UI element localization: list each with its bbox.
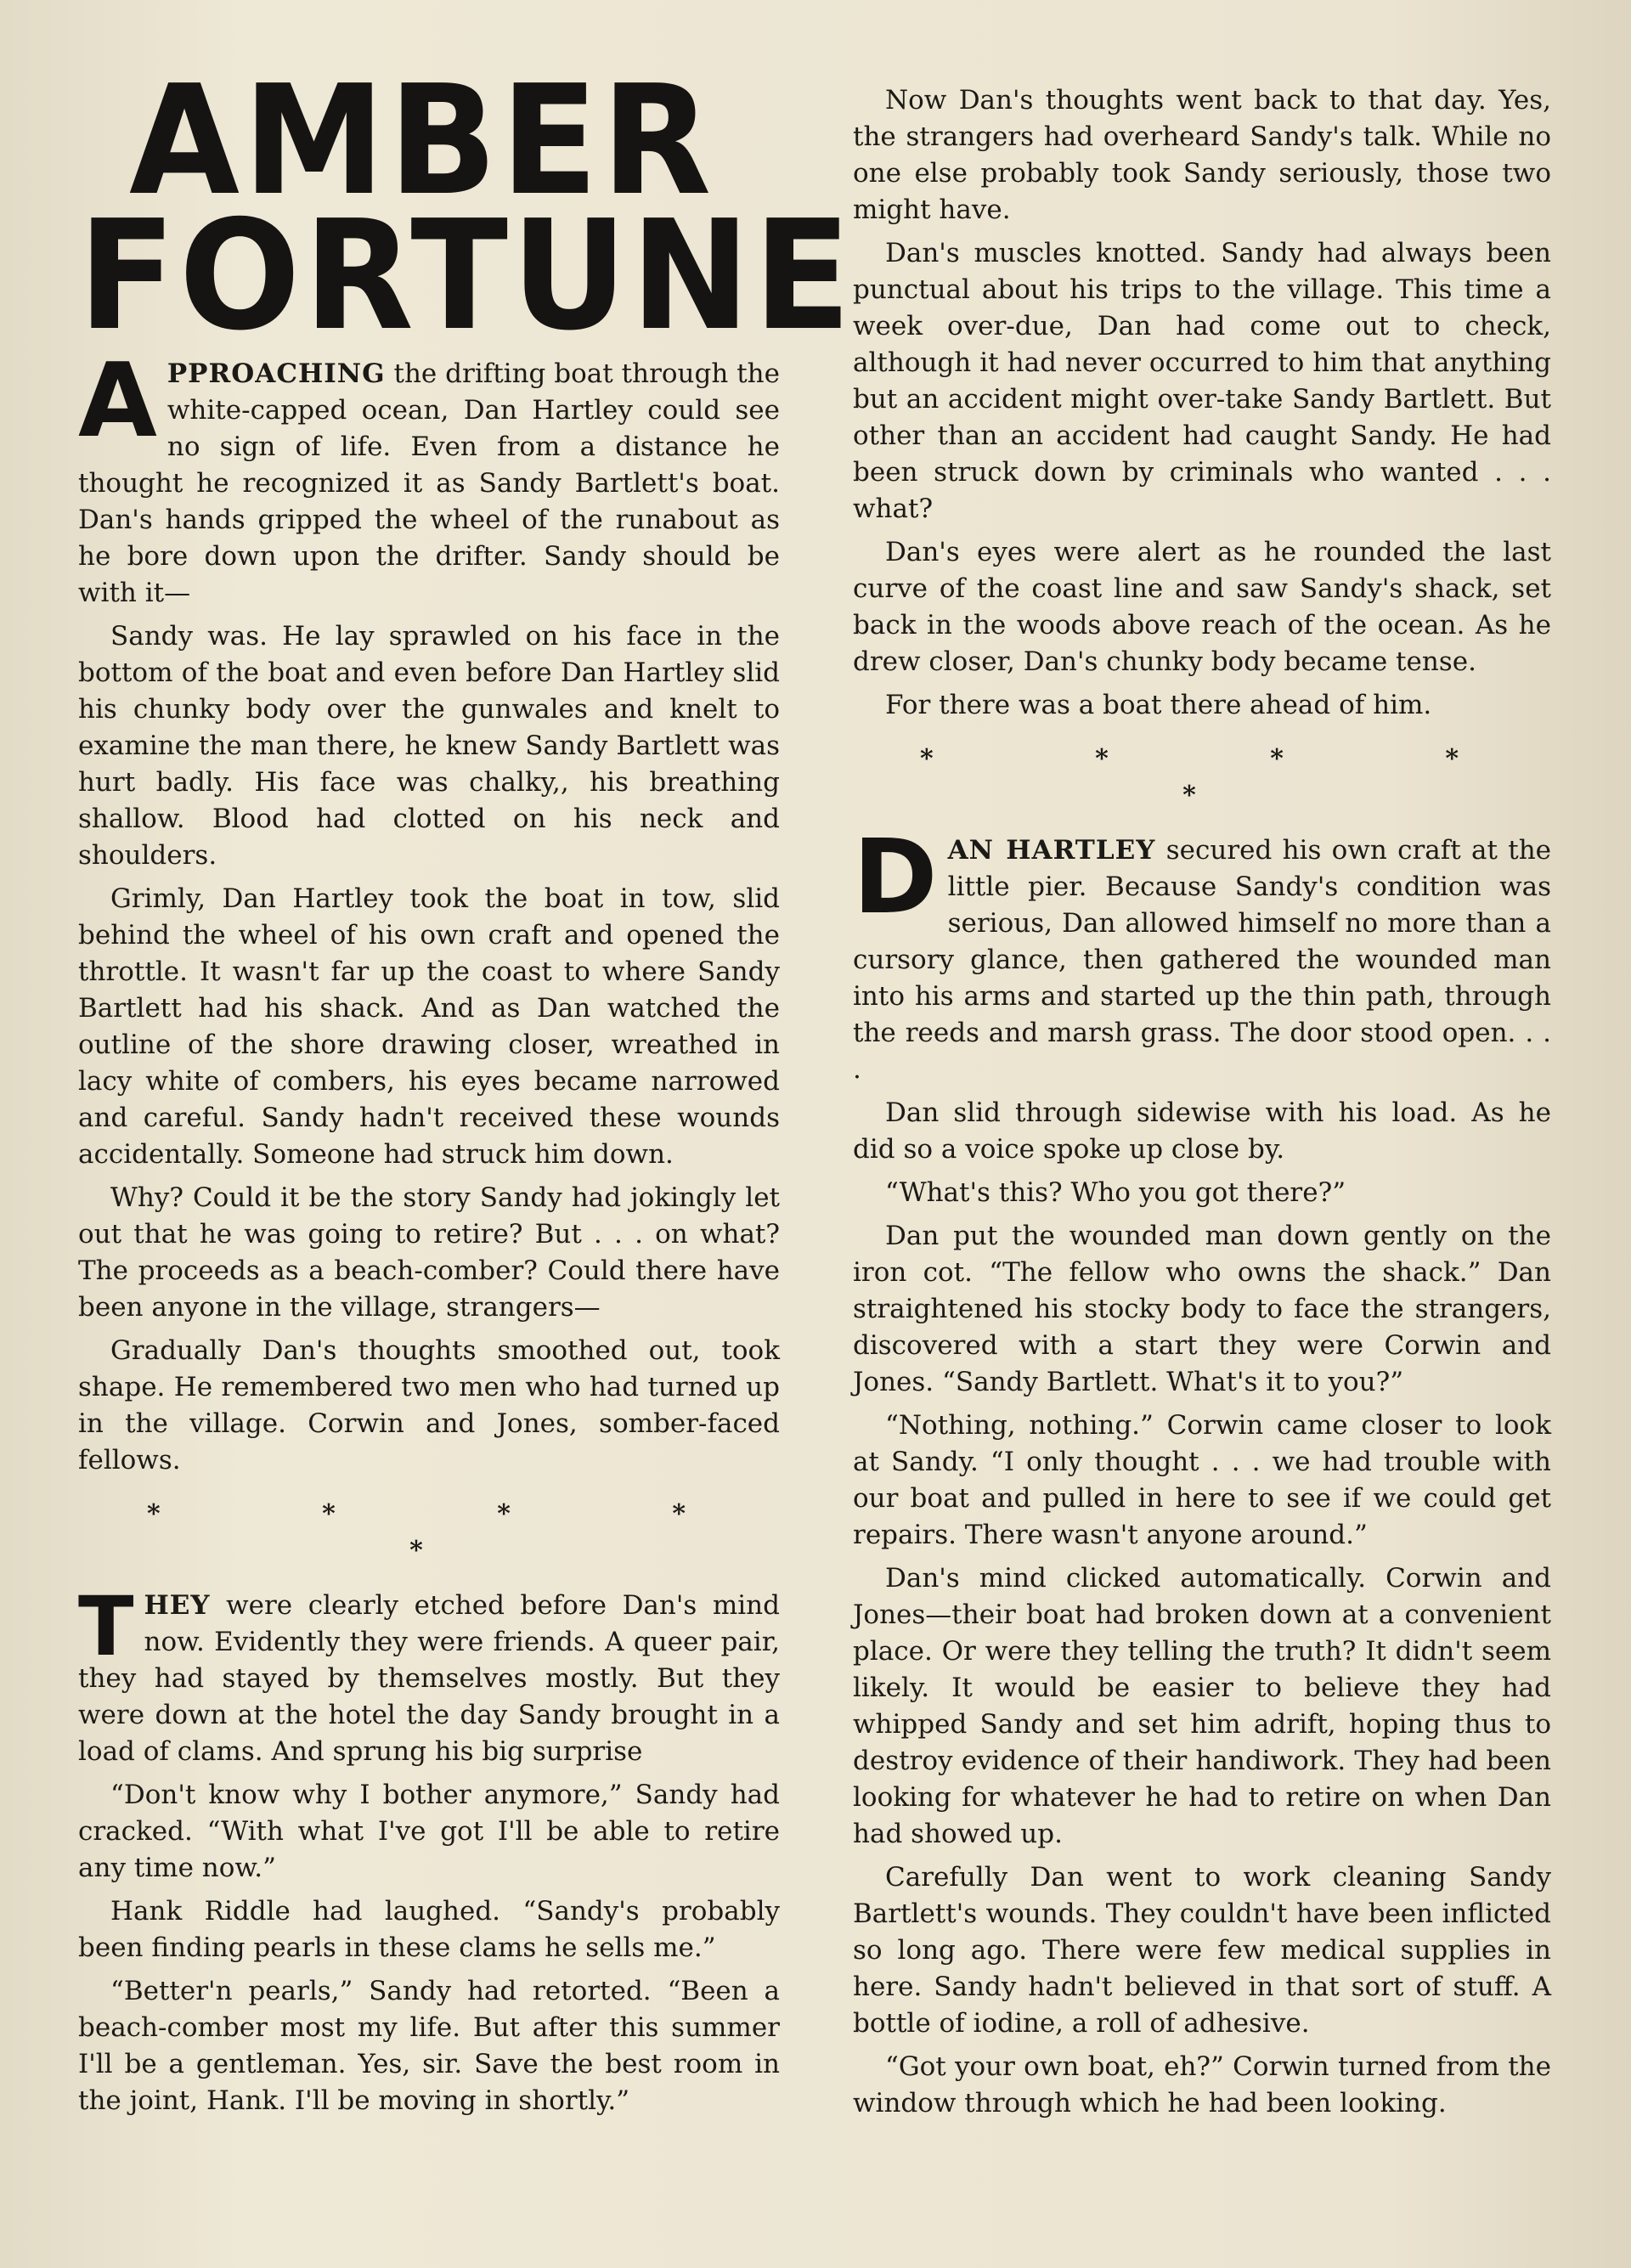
paragraph: Sandy was. He lay sprawled on his face in the bottom of the boat and even before Dan Hartley slid his chunky body over the gunwales and knelt to examine the man there, he knew Sandy Bartlett was hurt badly. His face was chalky,, his breathing shallow. Blood had clotted on his neck and shoulders. <box>78 621 780 871</box>
paragraph <box>78 1579 780 1770</box>
paragraph: Why? Could it be the story Sandy had jokingly let out that he was going to retire? But . . . on what? The proceeds as a beach-comber? Could there have been anyone in the village, strangers— <box>78 1182 780 1323</box>
paragraph: “Nothing, nothing.” Corwin came closer to look at Sandy. “I only thought . . . we had trouble with our boat and pulled in here to see if we could get repairs. There wasn't anyone around.” <box>853 1410 1551 1550</box>
paragraph: Dan's muscles knotted. Sandy had always been punctual about his trips to the village. This time a week over-due, Dan had come out to check, although it had never occurred to him that anything but an accident might over-take Sandy Bartlett. But other than an accident had caught Sandy. He had been struck down by criminals who wanted . . . what? <box>853 238 1551 524</box>
paragraph: “Better'n pearls,” Sandy had retorted. “Been a beach-comber most my life. But after this summer I'll be a gentleman. Yes, sir. Save the best room in the joint, Hank. I'll be moving in shortly.” <box>78 1976 780 2116</box>
story-title <box>78 52 855 364</box>
section-separator: * * * * * <box>919 744 1536 810</box>
paragraph: “Got your own boat, eh?” Corwin turned from the window through which he had been looking. <box>853 2051 1551 2118</box>
paragraph: Grimly, Dan Hartley took the boat in tow, slid behind the wheel of his own craft and opened the throttle. It wasn't far up the coast to where Sandy Bartlett had his shack. And as Dan watched the outline of the shore drawing closer, wreathed in lacy white of combers, his eyes became narrowed and careful. Sandy hadn't received these wounds accidentally. Someone had struck him down. <box>78 883 780 1170</box>
paragraph: Hank Riddle had laughed. “Sandy's probably been finding pearls in these clams he sells me.” <box>78 1896 780 1963</box>
paragraph <box>78 342 780 612</box>
paragraph: Dan's eyes were alert as he rounded the last curve of the coast line and saw Sandy's shack, set back in the woods above reach of the ocean. As he drew closer, Dan's chunky body became tense. <box>853 537 1551 677</box>
paragraph: “What's this? Who you got there?” <box>885 1177 1346 1208</box>
drop-cap: A <box>78 342 157 460</box>
lead-caps: PPROACHING <box>166 358 386 389</box>
paragraph-text: were clearly etched before Dan's mind now. Evidently they were friends. A queer pair, they had stayed by themselves mostly. But they were down at the hotel the day Sandy brought in a load of clams. And sprung his big surprise <box>78 1590 780 1767</box>
paragraph: Dan slid through sidewise with his load. As he did so a voice spoke up close by. <box>853 1097 1551 1165</box>
paragraph <box>853 819 1552 1088</box>
paragraph: Now Dan's thoughts went back to that day. Yes, the strangers had overheard Sandy's talk. While no one else probably took Sandy seriously, those two might have. <box>853 85 1551 225</box>
paragraph: “Don't know why I bother anymore,” Sandy had cracked. “With what I've got I'll be able to retire any time now.” <box>78 1780 780 1883</box>
paragraph: Gradually Dan's thoughts smoothed out, took shape. He remembered two men who had turned up in the village. Corwin and Jones, somber-faced fellows. <box>78 1335 780 1475</box>
left-column <box>78 0 855 2268</box>
paragraph: Carefully Dan went to work cleaning Sandy Bartlett's wounds. They couldn't have been inflicted so long ago. There were few medical supplies in here. Sandy hadn't believed in that sort of stuff. A bottle of iodine, a roll of adhesive. <box>853 1862 1551 2039</box>
section-separator: * * * * * <box>146 1499 763 1566</box>
paragraph-text: the drifting boat through the white-capped ocean, Dan Hartley could see no sign of life. Even from a distance he thought he recognized it as Sandy Bartlett's boat. Dan's hands gripped the wheel of the runabout as he bore down upon the drifter. Sandy should be with it— <box>78 358 780 608</box>
title-line-2: FORTUNE <box>78 187 855 364</box>
paragraph-text: secured his own craft at the little pier. Because Sandy's condition was serious, Dan allowed himself no more than a cursory glance, then gathered the wounded man into his arms and started up the thin path, through the reeds and marsh grass. The door stood open. . . . <box>853 835 1552 1085</box>
title-line-1: AMBER <box>129 52 715 229</box>
drop-cap: D <box>853 819 938 937</box>
lead-caps: AN HARTLEY <box>947 835 1156 866</box>
paragraph: For there was a boat there ahead of him. <box>885 690 1432 720</box>
right-column <box>853 0 1551 2268</box>
lead-caps: HEY <box>144 1590 211 1621</box>
paragraph: Dan put the wounded man down gently on the iron cot. “The fellow who owns the shack.” Dan straightened his stocky body to face the strangers, discovered with a start they were Corwin and Jones. “Sandy Bartlett. What's it to you?” <box>853 1221 1551 1397</box>
paragraph: Dan's mind clicked automatically. Corwin and Jones—their boat had broken down at a convenient place. Or were they telling the truth? It didn't seem likely. It would be easier to believe they had whipped Sandy and set him adrift, hoping thus to destroy evidence of their handiwork. They had been looking for whatever he had to retire on when Dan had showed up. <box>853 1563 1551 1849</box>
drop-cap: T <box>78 1579 134 1674</box>
